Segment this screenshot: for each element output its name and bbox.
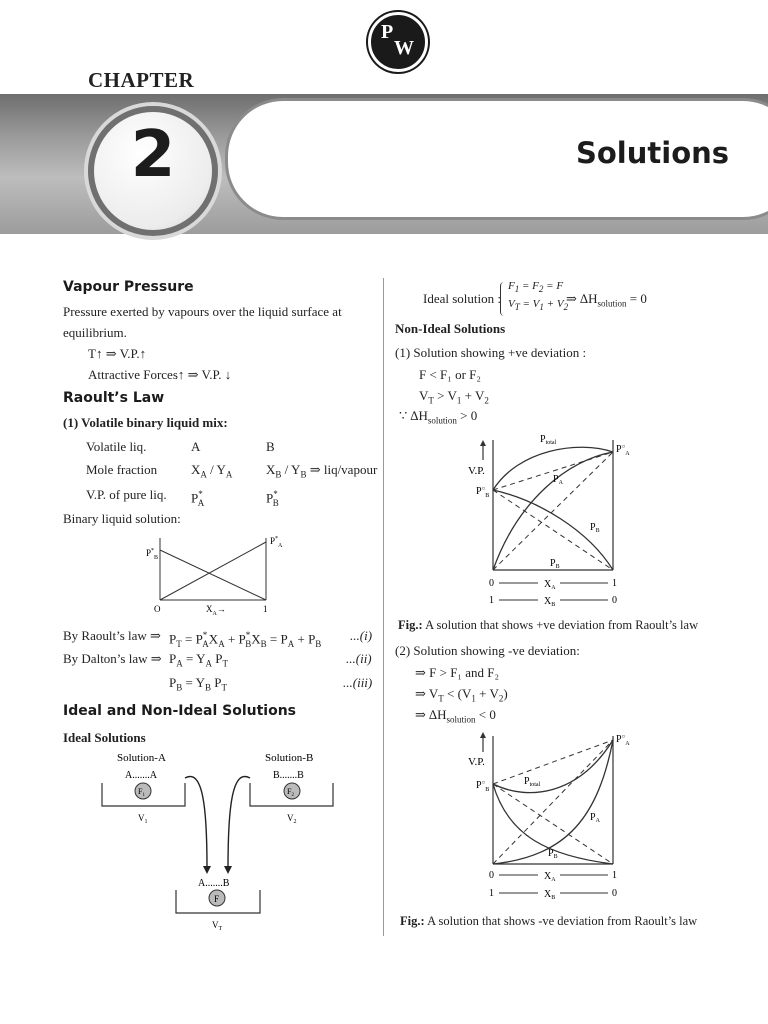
neg-vp-label: V.P. [468,756,485,768]
fig1-text: A solution that shows +ve deviation from Raoult’s law [425,618,699,632]
positive-enthalpy-condition: ∵ $\Delta H_{solution} > 0$ [399,408,478,426]
ideal-mixing-diagram [95,748,345,933]
neg-xa-one: 1 [612,870,617,881]
negative-enthalpy-condition: ⇒ $\Delta H_{solution} < 0$ [415,707,496,725]
v2-label: $V_2$ [287,813,297,825]
pos-xa-one: 1 [612,578,617,589]
g1-one-label: 1 [263,604,268,614]
solution-a-molecules: A.......A [125,770,157,781]
f1-label: $F_1$ [138,787,145,798]
pos-pb-label: $P_B$ [590,522,600,534]
vp-definition-line-2: equilibrium. [63,325,127,340]
neg-pa-star-label: $P^○_A$ [616,734,630,747]
negative-dh-value: < 0 [478,707,496,722]
eq-i-tag: ...(i) [350,628,373,643]
v1-label: $V_1$ [138,813,148,825]
neg-xb-label: $X_B$ [544,889,556,901]
pos-xb-zero: 0 [612,595,617,606]
ideal-nonideal-heading: Ideal and Non-Ideal Solutions [63,703,296,719]
dalton-eq-label: By Dalton’s law ⇒ [63,651,162,666]
xa-axis-label: $X_A\to$ [206,604,226,617]
pos-xa-zero: 0 [489,578,494,589]
ideal-condition-f: $F_1 = F_2 = F$ [508,280,564,295]
solution-a-label: Solution-A [117,752,166,764]
pos-vp-arrowhead [480,440,486,446]
pos-vp-label: V.P. [468,465,485,477]
raoult-equation: $P_T = P^*_AX_A + P^*_BX_B = P_A + P_B$ [169,630,322,649]
pa-line [160,542,266,600]
pure-vp-a: $P^*_A$ [191,489,205,508]
pb-line [160,550,266,600]
fig2-caption [400,914,697,929]
arrowhead-a [203,866,211,874]
pos-ptotal-label: $P_{total}$ [540,434,557,446]
component-a: A [191,439,201,454]
vt-label: $V_T$ [212,920,223,932]
negative-deviation-graph [458,726,658,906]
arrowhead-b [224,866,232,874]
arrow-b [228,776,250,868]
binary-solution-label: Binary liquid solution: [63,511,181,526]
positive-volume-condition: $V_T > V_1 + V_2$ [419,388,489,406]
fig2-text: A solution that shows -ve deviation from Raoult’s law [427,914,698,928]
pw-logo-p: P [381,21,394,43]
pa-star-label: $P^*_A$ [270,536,283,549]
negative-dh-symbol: ⇒ ∆H [415,707,447,722]
neg-xa-zero: 0 [489,870,494,881]
pos-xb-one: 1 [489,595,494,606]
ideal-solutions-subheading: Ideal Solutions [63,730,146,745]
row-volatile-liquid: Volatile liq. [86,439,147,454]
pure-vp-b: $P^*_B$ [266,489,279,508]
pw-logo [368,12,428,72]
neg-ptotal-curve [493,740,613,793]
volatile-binary-mix-heading: (1) Volatile binary liquid mix: [63,415,228,430]
component-b: B [266,439,275,454]
g1-origin-label: O [154,604,161,614]
mole-fraction-b: $X_B / Y_B$ ⇒ liq/vapour [266,462,378,480]
row-mole-fraction: Mole fraction [86,462,158,477]
row-vp-pure-liquid: V.P. of pure liq. [86,487,167,502]
neg-xb-zero: 0 [612,888,617,899]
pw-logo-w: W [394,37,414,59]
ideal-enthalpy: ⇒ $\Delta H_{solution} = 0$ [566,291,647,309]
chapter-number: 2 [130,118,176,192]
neg-pa-label: $P_A$ [590,812,600,824]
condition-brace [500,282,507,316]
ideal-condition-v: $V_T = V_1 + V_2$ [508,298,569,313]
negative-force-condition: ⇒ F > F₁ and F₂ [415,665,499,680]
vp-attractive-force-rule: Attractive Forces↑ ⇒ V.P. ↓ [88,367,232,382]
neg-vp-arrowhead [480,732,486,738]
positive-deviation-graph [458,430,658,610]
neg-pb-label: $P_B$ [548,848,558,860]
f2-label: $F_2$ [287,787,294,798]
neg-ptotal-label: $P_{total}$ [524,776,541,788]
positive-dh-value: > 0 [460,408,478,423]
nonideal-heading: Non-Ideal Solutions [395,321,506,336]
neg-ideal-ptotal [493,740,613,784]
pos-pa-label: $P_A$ [553,474,563,486]
negative-volume-condition: ⇒ $V_T < (V_1 + V_2)$ [415,686,508,704]
negative-deviation-heading: (2) Solution showing -ve deviation: [395,643,580,658]
pos-pb-bottom-label: $P_B$ [550,558,560,570]
ideal-vp-graph [140,530,300,620]
dalton-equation-a: $P_A = Y_A$ $P_T$ [169,651,228,669]
ideal-solution-label: Ideal solution : [423,291,501,306]
mole-fraction-a: $X_A / Y_A$ [191,462,233,480]
positive-dh-symbol: ∆H [410,408,428,423]
chapter-label: CHAPTER [88,68,195,92]
neg-xa-label: $X_A$ [544,871,556,883]
neg-xb-one: 1 [489,888,494,899]
fig2-label: Fig.: [400,914,425,928]
vapour-pressure-heading: Vapour Pressure [63,279,194,295]
fig1-label: Fig.: [398,618,423,632]
vp-definition-line-1: Pressure exerted by vapours over the liquid surface at [63,304,342,319]
pos-xb-label: $X_B$ [544,596,556,608]
eq-ii-tag: ...(ii) [346,651,372,666]
pos-xa-label: $X_A$ [544,579,556,591]
pos-pa-star-label: $P^○_A$ [616,444,630,457]
neg-pb-star-label: $P^○_B$ [476,780,490,793]
raoult-law-heading: Raoult’s Law [63,390,165,406]
fig1-caption [398,618,698,633]
liquid-vapour-note: ⇒ liq/vapour [309,462,378,477]
pos-pb-star-label: $P^○_B$ [476,486,490,499]
arrow-a [185,776,207,868]
positive-force-condition: F < F₁ or F₂ [419,367,481,382]
positive-deviation-heading: (1) Solution showing +ve deviation : [395,345,587,360]
chapter-title: Solutions [576,136,730,170]
f-label: F [214,894,220,904]
eq-iii-tag: ...(iii) [343,675,373,690]
vp-temperature-rule: T↑ ⇒ V.P.↑ [88,346,147,361]
column-divider [383,278,384,936]
dalton-equation-b: $P_B = Y_B$ $P_T$ [169,675,227,693]
raoult-eq-label: By Raoult’s law ⇒ [63,628,161,643]
solution-b-label: Solution-B [265,752,314,764]
solution-b-molecules: B.......B [273,770,304,781]
pb-star-label: $P^*_B$ [146,548,159,561]
mixture-molecules: A.......B [198,878,230,889]
